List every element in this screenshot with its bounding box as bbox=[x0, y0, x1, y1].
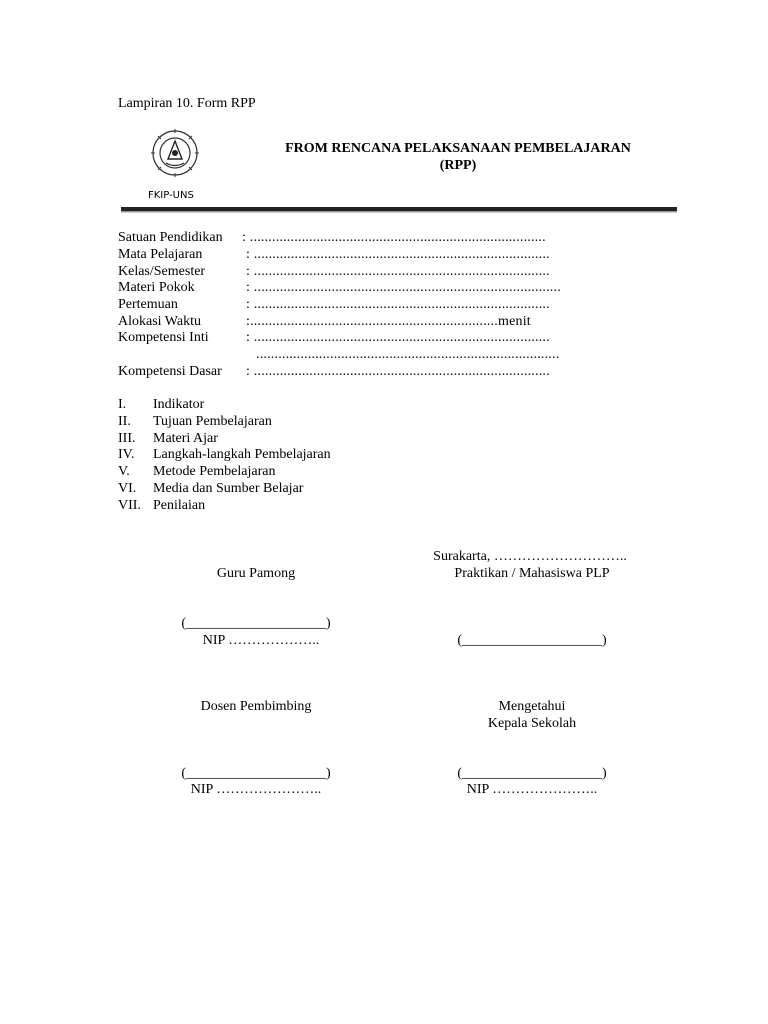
section-title: Tujuan Pembelajaran bbox=[153, 414, 272, 429]
field-value-kompetensi-inti: : ................................................................................ bbox=[246, 330, 550, 345]
section-title: Metode Pembelajaran bbox=[153, 464, 276, 479]
signature-line-kepala-sekolah: (____________________) bbox=[457, 766, 607, 781]
field-value-kompetensi-dasar: : ................................................................................ bbox=[246, 364, 550, 379]
field-value-mata-pelajaran: : ................................................................................ bbox=[246, 247, 550, 262]
field-label-mata-pelajaran: Mata Pelajaran bbox=[118, 247, 203, 262]
section-number: I. bbox=[118, 397, 127, 412]
field-value-satuan-pendidikan: : ................................................................................ bbox=[242, 230, 546, 245]
university-seal-icon bbox=[146, 127, 204, 179]
place-date: Surakarta, ……………………….. bbox=[433, 549, 627, 564]
field-label-kompetensi-inti: Kompetensi Inti bbox=[118, 330, 209, 345]
field-value-kelas-semester: : ................................................................................ bbox=[246, 264, 550, 279]
nip-guru-pamong: NIP ……………….. bbox=[202, 633, 320, 648]
nip-dosen: NIP ………………….. bbox=[190, 782, 322, 797]
field-label-kelas-semester: Kelas/Semester bbox=[118, 264, 206, 279]
section-title: Materi Ajar bbox=[153, 431, 218, 446]
section-number: VI. bbox=[118, 481, 137, 496]
praktikan-label: Praktikan / Mahasiswa PLP bbox=[454, 566, 610, 581]
guru-pamong-label: Guru Pamong bbox=[216, 566, 296, 581]
dosen-pembimbing-label: Dosen Pembimbing bbox=[200, 699, 312, 714]
field-value-materi-pokok: : ................................................................................... bbox=[246, 280, 561, 295]
field-label-satuan-pendidikan: Satuan Pendidikan bbox=[118, 230, 223, 245]
section-title: Media dan Sumber Belajar bbox=[153, 481, 304, 496]
field-label-alokasi-waktu: Alokasi Waktu bbox=[118, 314, 201, 329]
form-title bbox=[232, 140, 684, 174]
document-caption: Lampiran 10. Form RPP bbox=[118, 96, 256, 111]
section-number: IV. bbox=[118, 447, 135, 462]
section-number: V. bbox=[118, 464, 130, 479]
field-label-pertemuan: Pertemuan bbox=[118, 297, 178, 312]
field-label-kompetensi-dasar: Kompetensi Dasar bbox=[118, 364, 222, 379]
section-number: II. bbox=[118, 414, 131, 429]
nip-kepala-sekolah: NIP ………………….. bbox=[466, 782, 598, 797]
field-label-materi-pokok: Materi Pokok bbox=[118, 280, 195, 295]
mengetahui-label: Mengetahui bbox=[498, 699, 566, 714]
section-title: Langkah-langkah Pembelajaran bbox=[153, 447, 331, 462]
field-value-pertemuan: : ................................................................................ bbox=[246, 297, 550, 312]
signature-line-dosen: (____________________) bbox=[181, 766, 331, 781]
form-title-line-1: FROM RENCANA PELAKSANAAN PEMBELAJARAN bbox=[285, 141, 631, 156]
form-title-line-2: (RPP) bbox=[439, 158, 477, 173]
section-number: VII. bbox=[118, 498, 141, 513]
kepala-sekolah-label: Kepala Sekolah bbox=[487, 716, 577, 731]
signature-line-guru-pamong: (____________________) bbox=[181, 616, 331, 631]
section-title: Indikator bbox=[153, 397, 205, 412]
institution-label: FKIP-UNS bbox=[148, 190, 194, 201]
section-title: Penilaian bbox=[153, 498, 206, 513]
header-divider bbox=[121, 207, 677, 211]
signature-line-praktikan: (____________________) bbox=[457, 633, 607, 648]
field-value-alokasi-waktu: :...................................................................menit bbox=[246, 314, 531, 329]
field-value-kompetensi-inti-cont: .................................................................................. bbox=[256, 347, 560, 362]
section-number: III. bbox=[118, 431, 136, 446]
